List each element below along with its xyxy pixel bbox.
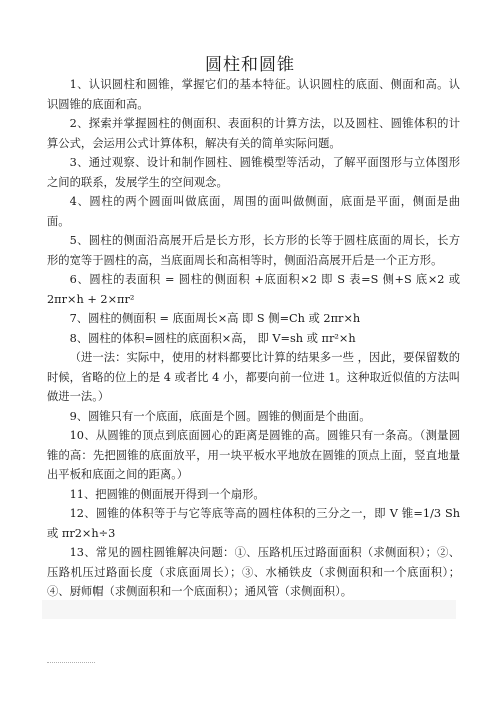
list-item: 10、从圆锥的顶点到底面圆心的距离是圆锥的高。圆锥只有一条高。（测量圆锥的高：先把圆锥的底面放平，用一块平板水平地放在圆锥的顶点上面，竖直地量出平板和底面之间的距离。）: [47, 429, 460, 481]
footer-dotted-line: [47, 662, 95, 663]
list-item: 1、认识圆柱和圆锥，掌握它们的基本特征。认识圆柱的底面、侧面和高。认识圆锥的底面和高。: [47, 78, 460, 111]
page-title: 圆柱和圆锥: [205, 55, 295, 75]
list-item: 7、圆柱的侧面积 = 底面周长×高 即 S 侧=Ch 或 2πr×h: [69, 312, 361, 325]
list-item: 2、探索并掌握圆柱的侧面积、表面积的计算方法，以及圆柱、圆锥体积的计算公式，会运用公式计算体积，解决有关的简单实际问题。: [47, 117, 460, 150]
list-item: 11、把圆锥的侧面展开得到一个扇形。: [69, 487, 265, 501]
list-item: 8、圆柱的体积=圆柱的底面积×高， 即 V=sh 或 πr²×h: [69, 331, 356, 345]
document-body: [47, 75, 460, 602]
shaded-band: [42, 600, 456, 619]
list-item: 6、圆柱的表面积 = 圆柱的侧面积 +底面积×2 即 S 表=S 侧+S 底×2 或 2πr×h + 2×πr²: [47, 273, 460, 306]
list-item: 9、圆锥只有一个底面，底面是个圆。圆锥的侧面是个曲面。: [69, 409, 371, 423]
list-item: 5、圆柱的侧面沿高展开后是长方形，长方形的长等于圆柱底面的周长，长方形的宽等于圆柱的高，当底面周长和高相等时，侧面沿高展开后是一个正方形。: [47, 234, 460, 267]
list-item: 12、圆锥的体积等于与它等底等高的圆柱体积的三分之一，即 V 锥=1/3 Sh 或 πr2×h÷3: [47, 507, 460, 540]
list-item: 3、通过观察、设计和制作圆柱、圆锥模型等活动，了解平面图形与立体图形之间的联系，发展学生的空间观念。: [47, 156, 460, 189]
list-item: 13、常见的圆柱圆锥解决问题：①、压路机压过路面面积（求侧面积）；②、压路机压过路面长度（求底面周长）；③、水桶铁皮（求侧面积和一个底面积）；④、厨师帽（求侧面积和一个底面积）；通风管（求侧面积）。: [47, 546, 460, 598]
list-item-note: （进一法：实际中，使用的材料都要比计算的结果多一些 ，因此，要保留数的时候，省略的位上的是 4 或者比 4 小，都要向前一位进 1。这种取近似值的方法叫做进一法。）: [47, 351, 460, 403]
list-item: 4、圆柱的两个圆面叫做底面，周围的面叫做侧面，底面是平面，侧面是曲面。: [47, 195, 460, 228]
